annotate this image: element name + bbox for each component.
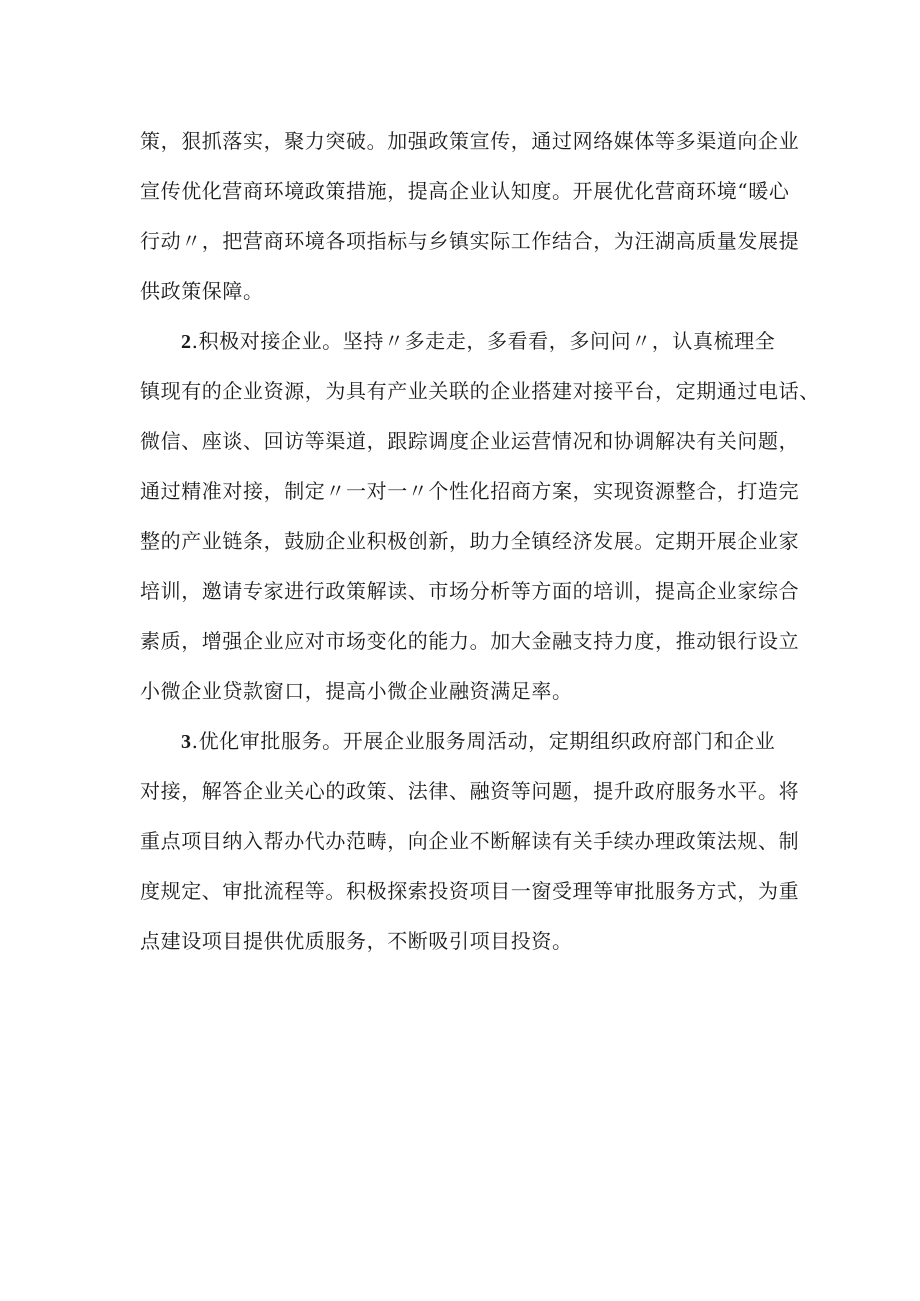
- paragraph-1-line-4: 供政策保障。: [140, 279, 264, 303]
- paragraph-2-line-6: 培训，邀请专家进行政策解读、市场分析等方面的培训，提高企业家综合: [140, 579, 800, 603]
- paragraph-2-line-1: 2.积极对接企业。坚持〃多走走，多看看，多问问〃，认真梳理全: [181, 329, 776, 353]
- paragraph-3-line-2: 对接，解答企业关心的政策、法律、融资等问题，提升政府服务水平。将: [140, 779, 800, 803]
- paragraph-2-line-2: 镇现有的企业资源，为具有产业关联的企业搭建对接平台，定期通过电话、: [140, 379, 820, 403]
- paragraph-2-line-8: 小微企业贷款窗口，提高小微企业融资满足率。: [140, 679, 573, 703]
- paragraph-2-number: 2: [181, 331, 192, 353]
- paragraph-2-line-3: 微信、座谈、回访等渠道，跟踪调度企业运营情况和协调解决有关问题，: [140, 429, 800, 453]
- paragraph-2-line-5: 整的产业链条，鼓励企业积极创新，助力全镇经济发展。定期开展企业家: [140, 529, 800, 553]
- paragraph-1-line-2: 宣传优化营商环境政策措施，提高企业认知度。开展优化营商环境“暖心: [140, 179, 790, 203]
- paragraph-3-line-3: 重点项目纳入帮办代办范畴，向企业不断解读有关手续办理政策法规、制: [140, 829, 800, 853]
- paragraph-1-line-3: 行动〃，把营商环境各项指标与乡镇实际工作结合，为汪湖高质量发展提: [140, 229, 800, 253]
- paragraph-3-number: 3: [181, 731, 192, 753]
- paragraph-3-line-1: 3.优化审批服务。开展企业服务周活动，定期组织政府部门和企业: [181, 729, 776, 753]
- paragraph-3-line-5: 点建设项目提供优质服务，不断吸引项目投资。: [140, 929, 573, 953]
- paragraph-1-line-1: 策，狠抓落实，聚力突破。加强政策宣传，通过网络媒体等多渠道向企业: [140, 129, 800, 153]
- paragraph-3-line-4: 度规定、审批流程等。积极探索投资项目一窗受理等审批服务方式，为重: [140, 879, 800, 903]
- paragraph-2-line-7: 素质，增强企业应对市场变化的能力。加大金融支持力度，推动银行设立: [140, 629, 800, 653]
- paragraph-2-line-4: 通过精准对接，制定〃一对一〃个性化招商方案，实现资源整合，打造完: [140, 479, 800, 503]
